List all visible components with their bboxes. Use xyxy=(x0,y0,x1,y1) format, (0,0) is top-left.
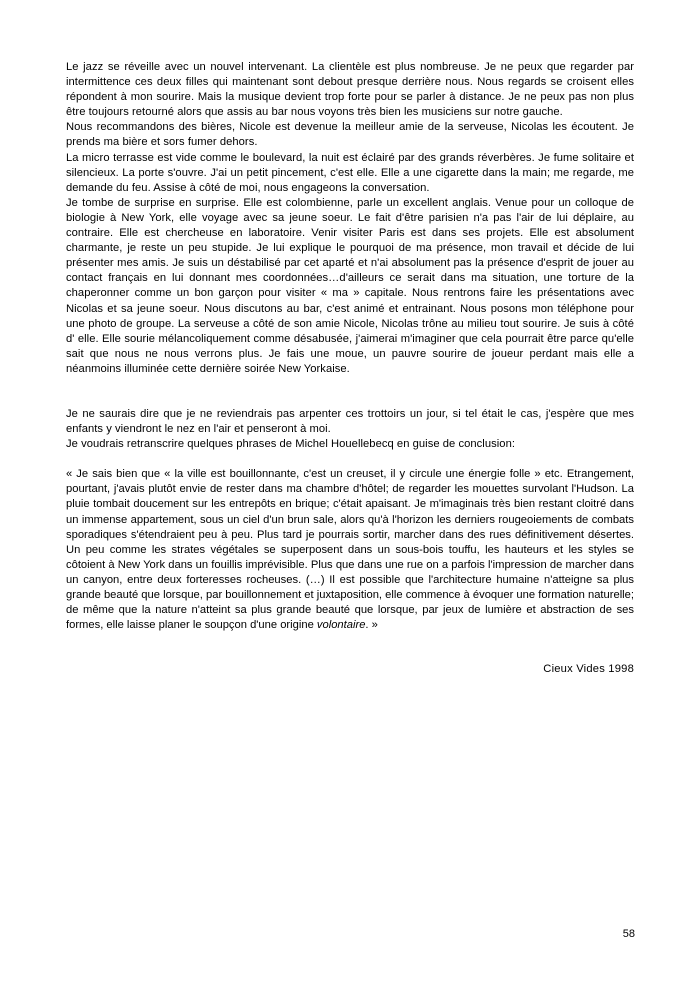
quote-text-part1: « Je sais bien que « la ville est bouillonnante, c'est un creuset, il y circule une énergie folle » etc. Etrangement, pourtant, j'avais plutôt envie de rester dans ma chambre d'hôtel; de regarder les mouettes survolant l'Hudson. La pluie tombait doucement sur les entrepôts en brique; c'était apaisant. Je m'imaginais très bien restant cloitré dans un immense appartement, sous un ciel d'un brun sale, alors qu'à l'horizon les derniers rougeoiements de combats sporadiques s'étendraient peu à peu. Plus tard je pourrais sortir, marcher dans des rues définitivement désertes. Un peu comme les strates végétales se superposent dans un sous-bois touffu, les hauteurs et les styles se côtoient à New York dans un fouillis imprévisible. Plus que dans une rue on a parfois l'impression de marcher dans un canyon, entre deux forteresses rocheuses. (…) Il est possible que l'architecture humaine n'atteigne sa plus grande beauté que lorsque, par bouillonnement et juxtaposition, elle commence à évoquer une formation naturelle; de même que la nature n'atteint sa plus grande beauté que lorsque, par jeux de lumière et abstraction de ses formes, elle laisse planer le soupçon d'une origine xyxy=(66,468,634,632)
closing-paragraph: Je voudrais retranscrire quelques phrases de Michel Houellebecq en guise de conclusion: xyxy=(66,438,515,451)
paragraph: La micro terrasse est vide comme le boulevard, la nuit est éclairé par des grands réverbères. Je fume solitaire et silencieux. La porte s'ouvre. J'ai un petit pincement, c'est elle. Elle a une cigarette dans la main; me regarde, me demande du feu. Assise à côté de moi, nous engageons la conversation. xyxy=(66,151,634,194)
quote-text-part2: . » xyxy=(365,619,378,632)
houellebecq-quote xyxy=(66,467,634,633)
paragraph: Nous recommandons des bières, Nicole est devenue la meilleur amie de la serveuse, Nicolas les écoutent. Je prends ma bière et sors fumer dehors. xyxy=(66,121,634,149)
paragraph: Je tombe de surprise en surprise. Elle est colombienne, parle un excellent anglais. Venue pour un colloque de biologie à New York, elle voyage avec sa jeune soeur. Le fait d'être parisien n'a pas l'air de lui déplaire, au contraire. Elle est chercheuse en laboratoire. Venir visiter Paris est dans ses projets. Elle est absolument charmante, je reste un peu stupide. Je lui explique le pourquoi de ma présence, mon travail et décide de lui présenter mes amis. Je suis un déstabilisé par cet aparté et n'ai absolument pas la présence d'esprit de jouer au contact français en lui donnant mes coordonnées…d'ailleurs ce serait dans ma situation, une torture de la chaperonner comme un bon garçon pour visiter « ma » capitale. Nous rentrons faire les présentations avec Nicolas et sa jeune soeur. Nous discutons au bar, c'est animé et entrainant. Nous posons mon téléphone pour une photo de groupe. La serveuse a côté de son amie Nicole, Nicolas trône au milieu tout sourire. Je suis à côté d' elle. Elle sourie mélancoliquement comme désabusée, j'aimerai m'imaginer que cela pourrait être parce qu'elle sait que nous ne nous verrons plus. Je fais une moue, un pauvre sourire de joueur perdant mais elle a néanmoins illuminée cette dernière soirée New Yorkaise. xyxy=(66,196,634,375)
document-signature: Cieux Vides 1998 xyxy=(543,663,634,676)
quote-spacer xyxy=(66,452,634,467)
document-body xyxy=(66,60,634,675)
closing-paragraph: Je ne saurais dire que je ne reviendrais pas arpenter ces trottoirs un jour, si tel était le cas, j'espère que mes enfants y viendront le nez en l'air et penseront à moi. xyxy=(66,407,634,436)
paragraph: Le jazz se réveille avec un nouvel intervenant. La clientèle est plus nombreuse. Je ne peux que regarder par intermittence ces deux filles qui maintenant sont debout presque derrière nous. Nous regards se croisent elles répondent à mon sourire. Mais la musique devient trop forte pour se parler à distance. Je ne peux pas non plus être toujours retourné alors que assis au bar nous voyons très bien les musiciens sur notre gauche. xyxy=(66,61,634,119)
page-number: 58 xyxy=(622,928,635,940)
paragraph-spacer xyxy=(66,377,634,407)
quote-emphasis: volontaire xyxy=(316,619,366,632)
